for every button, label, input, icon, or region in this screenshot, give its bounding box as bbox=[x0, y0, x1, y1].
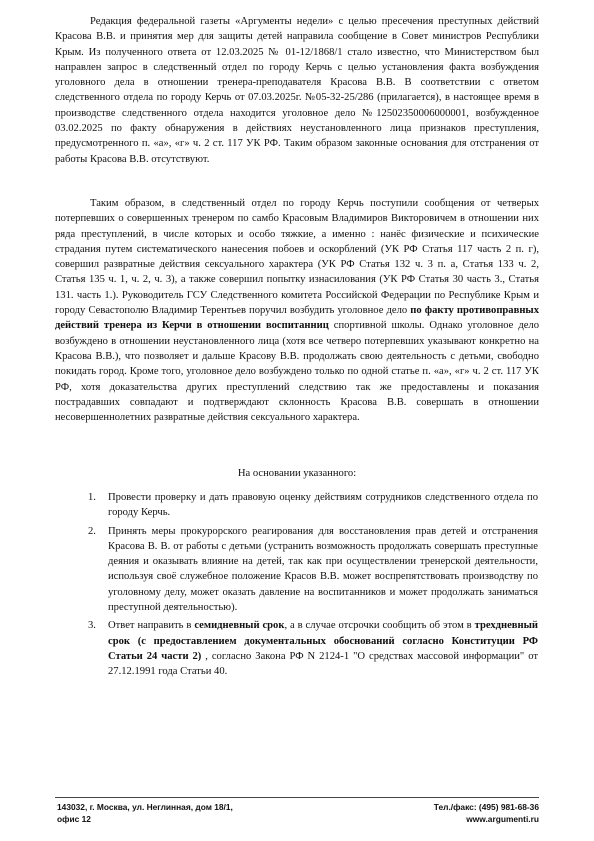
paragraph-2-text-b: спортивной школы. Однако уголовное дело возбуждено в отношении неустановленного лица (хотя все четверо потерпевших указывают конкретно на Красова В.В.), что позволяет и дальше Красову В.В. продолжать свою деятельность с детьми, свободно покидать город. Кроме того, уголовное дело возбуждено только по одной статье п. «а», «г» ч. 2 ст. 117 УК РФ, хотя доказательства других преступлений следствию так же предоставлены и показания пострадавших совпадают и подтверждают склонность Красова В.В. совершать в отношении несовершеннолетних развратные действия сексуального характера. bbox=[55, 320, 539, 424]
request-list bbox=[88, 490, 538, 683]
paragraph-2-bold-phrase: по факту противоправных действий тренера из Керчи в отношении воспитанниц bbox=[55, 305, 540, 332]
list-item-number: 3. bbox=[88, 620, 96, 632]
list-item bbox=[88, 618, 538, 679]
paragraph-1: Редакция федеральной газеты «Аргументы недели» с целью пресечения преступных действий Красова В.В. и принятия мер для защиты детей направила сообщение в Совет министров Республики Крым. Из полученного ответа от 12.03.2025 № 01-12/1868/1 стало известно, что Министерством был направлен запрос в следственный отдел по городу Керчь с целью установления факта возбуждения уголовного дела в отношении тренера-преподавателя Красова В.В. В соответствии с ответом следственного отдела по городу Керчь от 07.03.2025г. №05-32-25/286 (прилагается), в настоящее время в производстве следственного отдела находится уголовное дело №12502350006000001, возбужденное 03.02.2025 по факту обнаружения в действиях неустановленного лица признаков преступления, предусмотренного п. «а», «г» ч. 2 ст. 117 УК РФ. Таким образом законные основания для отстранения от работы Красова В.В. отсутствуют. bbox=[55, 16, 539, 165]
footer-website-link[interactable]: www.argumenti.ru bbox=[466, 814, 539, 824]
footer-address bbox=[57, 801, 233, 825]
list-item-text-d: , согласно Закона РФ N 2124-1 "О средствах массовой информации" от 27.12.1991 года Статьи 40. bbox=[108, 650, 538, 678]
section-heading: На основании указанного: bbox=[237, 468, 357, 479]
list-item-number: 2. bbox=[88, 525, 96, 537]
footer-address-line-1: 143032, г. Москва, ул. Неглинная, дом 18/1, bbox=[57, 802, 233, 812]
list-item bbox=[88, 490, 538, 521]
list-item-text: Провести проверку и дать правовую оценку действиям сотрудников следственного отдела по городу Керчь. bbox=[108, 492, 538, 519]
list-item-bold-deadline: семидневный срок bbox=[194, 620, 285, 632]
footer-address-line-2: офис 12 bbox=[57, 814, 91, 824]
paragraph-2 bbox=[55, 196, 539, 425]
list-item-text-a: Ответ направить в bbox=[108, 620, 195, 632]
list-item-number: 1. bbox=[88, 492, 96, 503]
list-item-text-c: , а в случае отсрочки сообщить об этом в bbox=[284, 620, 475, 632]
footer-phone: Тел./факс: (495) 981-68-36 bbox=[433, 802, 539, 812]
list-item bbox=[88, 524, 538, 616]
list-item-text: Принять меры прокурорского реагирования для восстановления прав детей и отстранения Красова В. В. от работы с детьми (устранить возможность продолжать совершать преступные деяния и оказывать влияние на детей, так как при осуществлении тренерской деятельности, используя своё служебное положение Красов В.В. может воспрепятствовать производству по уголовному делу, может оказать давление на воспитанников и может продолжать заниматься преступной деятельностью). bbox=[108, 525, 538, 614]
footer-contacts bbox=[434, 801, 539, 825]
list-item-bold-urgent: трехдневный срок (с предоставлением документальных обоснований согласно Конституции РФ Статьи 24 части 2) bbox=[108, 620, 538, 662]
paragraph-2-text-a: Таким образом, в следственный отдел по городу Керчь поступили сообщения от четверых потерпевших о совершенных тренером по самбо Красовым Владимиров Викторовичем в отношении них ряда преступлений, в числе которых и особо тяжкие, а именно : нанёс физические и психические страдания путем систематического нанесения побоев и оскорблений (УК РФ Статья 117 часть 2 п. г), совершил развратные действия сексуального характера (УК РФ Статья 132 ч. 3 п. а, Статья 133 ч. 2, Статья 135 ч. 1, ч. 2, ч. 3), а также совершил попытку изнасилования (УК РФ Статья 30 часть 3., Статья 131. часть 1.). Руководитель ГСУ Следственного комитета Российской Федерации по Республике Крым и городу Севастополю Владимир Терентьев поручил возбудить уголовное дело bbox=[55, 198, 539, 317]
footer-divider bbox=[55, 797, 539, 798]
